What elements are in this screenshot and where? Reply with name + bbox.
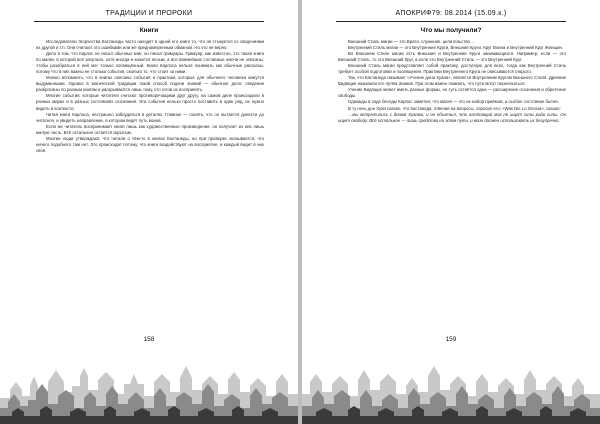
- paragraph: Так, что Кастанеда называет «Учение дона Хуана», является Внутренним Кругом Внешнего Стиля. Древние Видящие называли его путём Знания. При этом важно помнить, что пути могут пересекаться.: [338, 75, 566, 87]
- page-number-right: 159: [445, 336, 457, 343]
- section-title-left: Книги: [139, 27, 159, 34]
- section-title-right: Что мы получили?: [420, 27, 482, 34]
- paragraph: Учение Видящих может иметь разные формы, но суть остаётся одна — расширение осознания и обретение свободы.: [338, 87, 566, 99]
- header-rule-right: [336, 21, 566, 22]
- paragraph: Если же читатель воспринимает книги лишь как художественные произведения, он получает из них лишь малую часть. Всё остальное остаётся скрытым.: [36, 123, 264, 135]
- paragraph: Однажды в ходе беседы Карлос заметил, что магия — это не набор приёмов, а особое состояние бытия.: [348, 99, 559, 105]
- header-rule-left: [34, 21, 264, 22]
- paragraph: Дело в том, что Карлос не писал обычных книг, он писал гримуары. Гримуар, как известно, это такая книга по магии, в которой всё запутано, хотя иногда и кажется ясным, а все важнейшие составные ключи не описаны, чтобы разобраться в ней мог только посвящённый. Книги Карлоса нельзя понимать как обычные рассказы, потому что в них важны не столько события, сколько то, что стоит за ними.: [36, 51, 264, 75]
- quote-paragraph: …мы встретились с доном Хуаном, и он объяснил, что настоящий маг не ищет силы ради силы. Он ищет свободу. Всё остальное — лишь средства на этом пути, и воин должен использовать их безупречно.: [338, 111, 566, 123]
- paragraph: Внутренний Стиль магии — это Внутренние Круги, Внешние Круги, Круг Воина и Внутренний Круг Женщин.: [348, 45, 564, 51]
- paragraph: Исследователи творчества Кастанеды часто находят в одной его книге то, что не стыкуется со сведениями из другой и т.п. Они считают это ошибками или же преднамеренным обманом. Но это не верно.: [36, 39, 264, 51]
- body-text-right: [338, 39, 566, 124]
- paragraph: Во Внешнем Стиле магии есть Внешние и Внутренние Круги занимающихся. Например, если — это Внешний Стиль, то это Внешний Круг, а если это Внутренний Стиль — это Внутренний Круг.: [338, 51, 566, 63]
- paragraph: Многие события, которые читатели считают противоречащими друг другу, на самом деле происходили в разных мирах и в разных состояниях осознания. Эти события нельзя просто поставить в один ряд, их нужно видеть в контексте.: [36, 93, 264, 111]
- paragraph: Многие люди утверждают, что читали о чём-то в книгах Кастанеды, но при проверке оказывается, что ничего подобного там нет. Это происходит потому, что книги воздействуют на восприятие, и каждый видит в них своё.: [36, 135, 264, 153]
- page-number-left: 158: [143, 336, 155, 343]
- running-head-right: АПОКРИФ79: 08.2014 (15.09.к.): [395, 10, 507, 17]
- paragraph: Можно вспомнить, что в книгах описаны события и практики, которые для обычного человека кажутся выдуманными. Однако в магической традиции такой способ подачи знаний — обычное дело: сведения разбросаны по разным книгам и раскрываются лишь тому, кто готов их воспринять.: [36, 75, 264, 93]
- running-head-left: ТРАДИЦИИ И ПРОРОКИ: [105, 10, 193, 17]
- paragraph: Внешний Стиль магии — это Врата, служение, целительство…: [348, 39, 475, 44]
- body-text-left: [36, 39, 264, 154]
- paragraph: Внешний Стиль магии представляет собой практику, доступную для всех, тогда как Внутренний Стиль требует особой подготовки и посвящения. Практики Внутреннего Круга не описываются открыто.: [338, 63, 566, 75]
- paragraph: В ту ночь дон Хуан сказал, что Кастанеда, отвечая на вопросы, спросил его: «Was Die Lo Gencia», сказал:: [348, 105, 561, 111]
- city-skyline-illustration: [302, 346, 600, 424]
- paragraph: Читая книги Карлоса, нестрашно заблудиться в деталях. Главное — понять, что он пытается донести до читателя, и увидеть направление, в котором ведёт путь воина.: [36, 111, 264, 123]
- right-page: [302, 0, 600, 424]
- city-skyline-illustration: [0, 346, 298, 424]
- left-page: [0, 0, 298, 424]
